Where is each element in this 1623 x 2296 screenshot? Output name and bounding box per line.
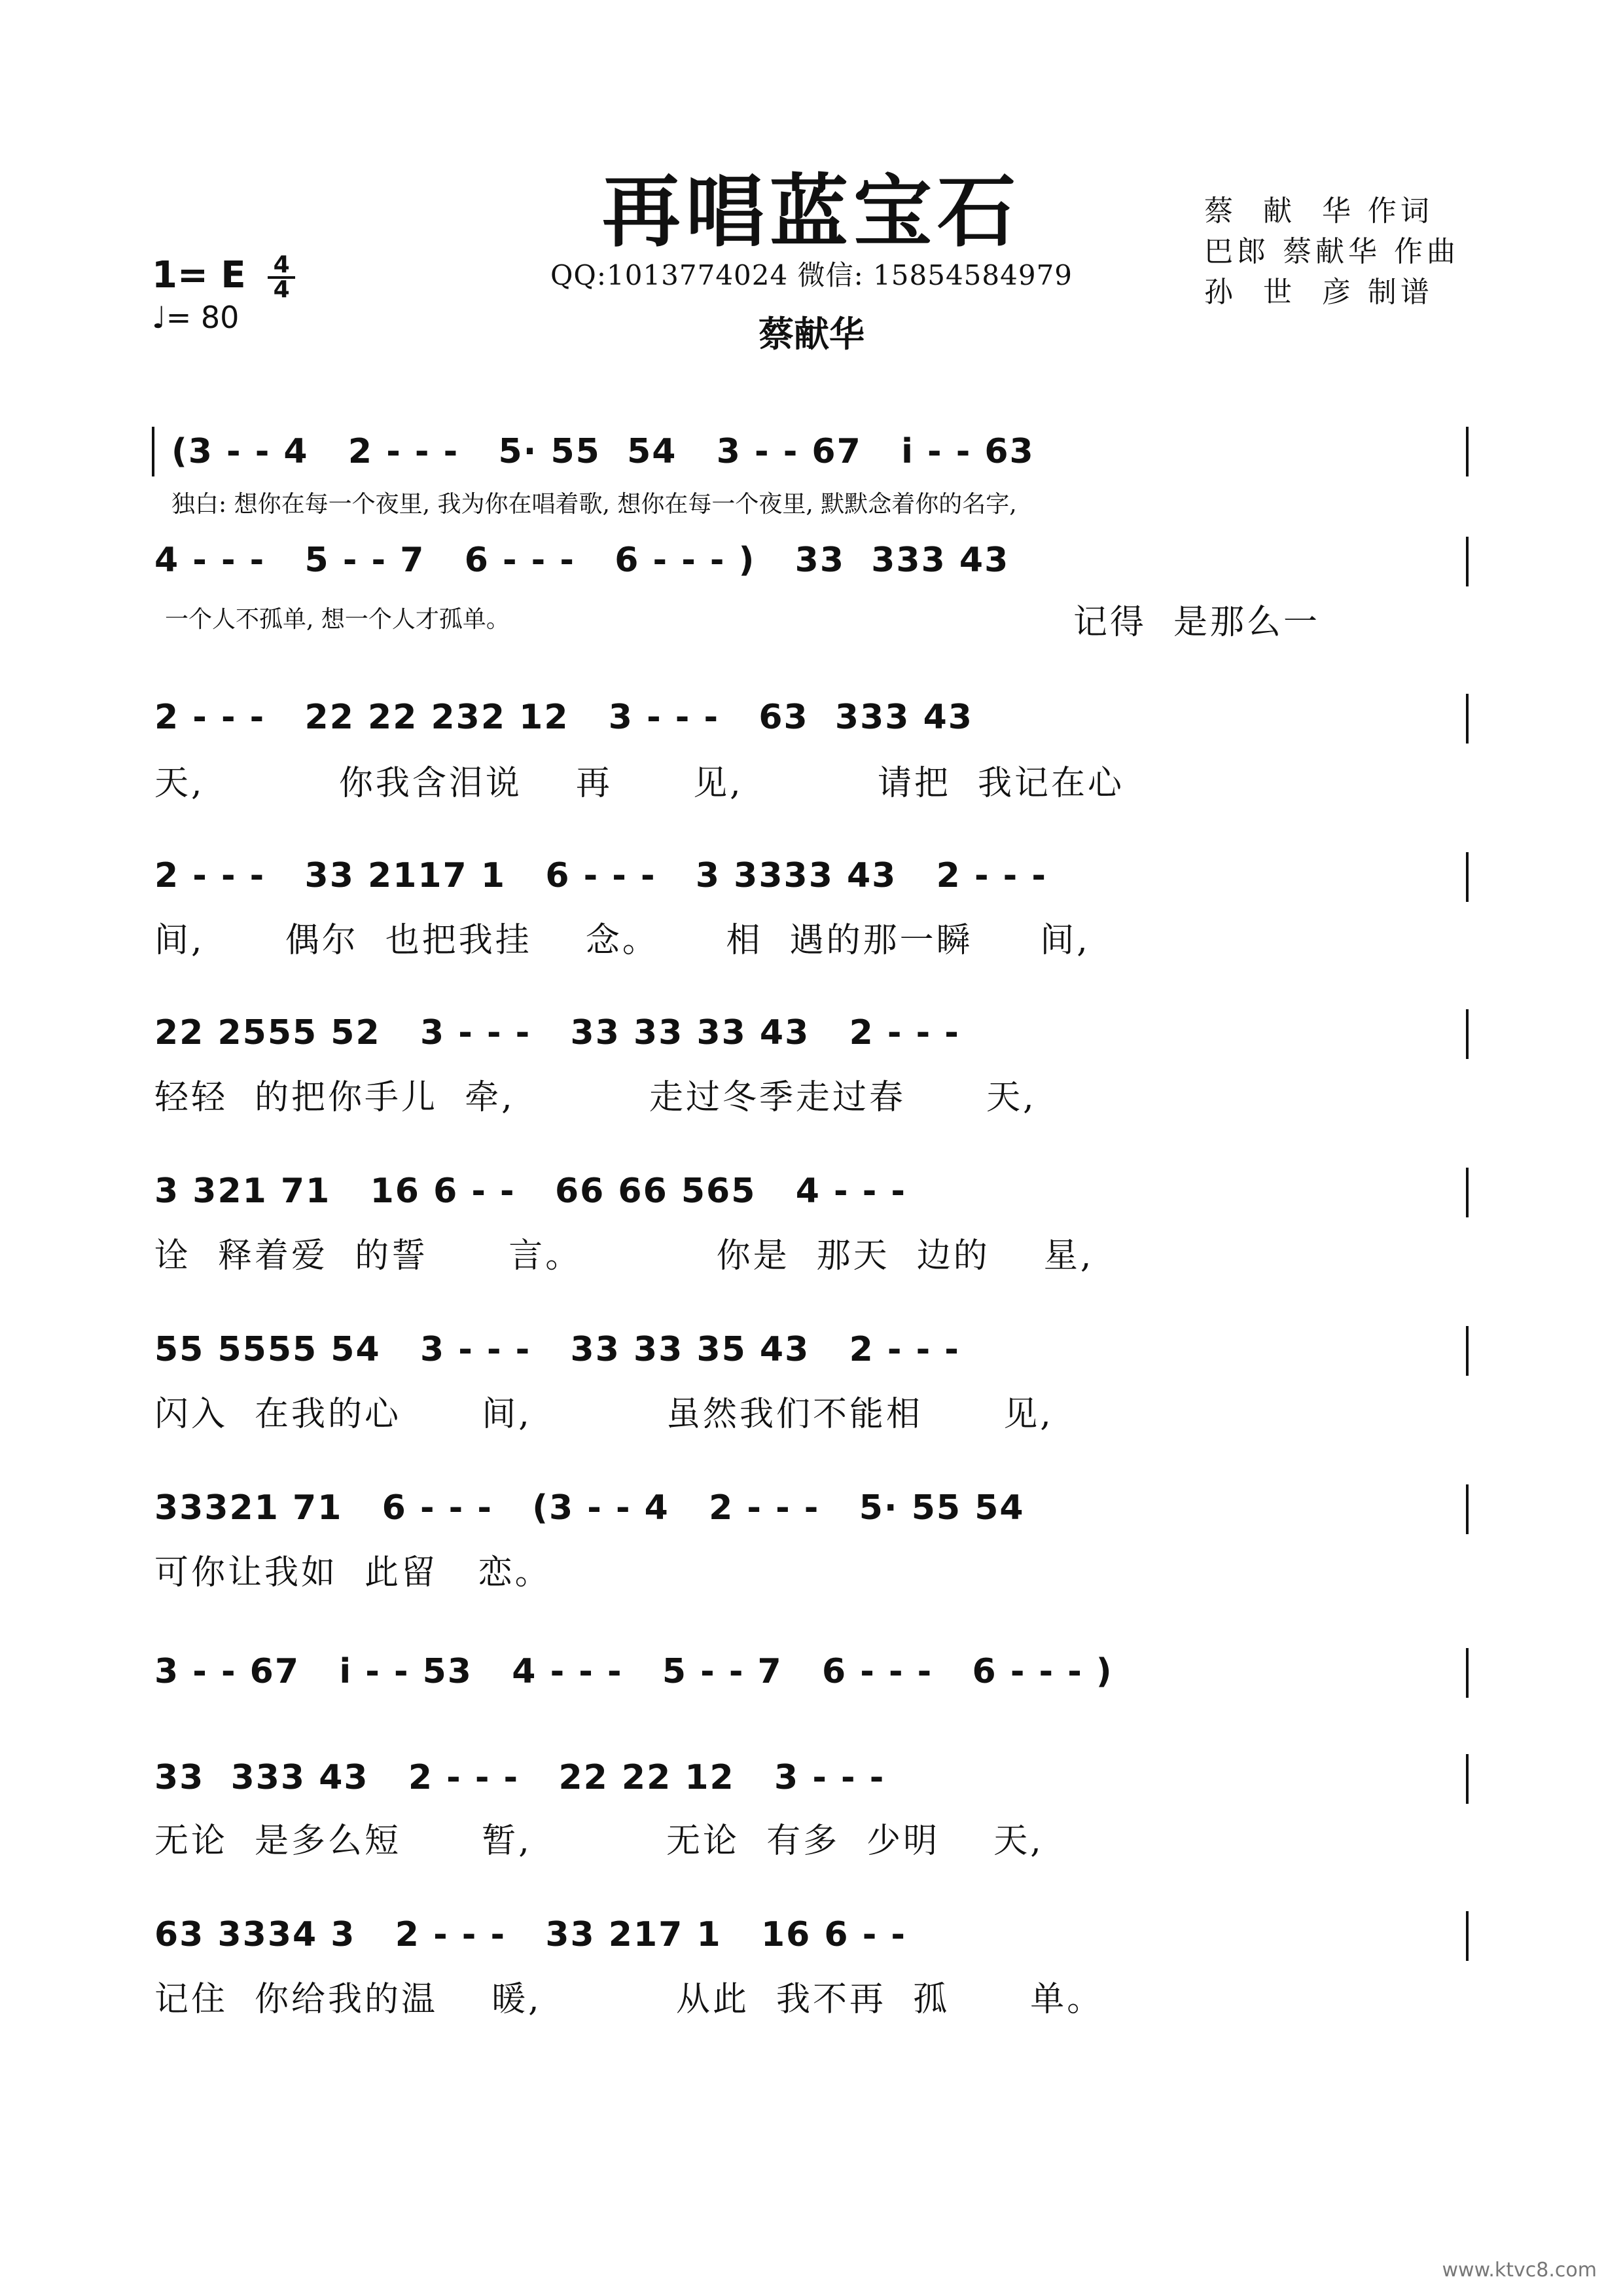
- notation-line: 3 321 71 16 6 - - 66 66 565 4 - - -: [154, 1172, 906, 1211]
- lyric-line: 诠 释着爱 的誓 言。 你是 那天 边的 星,: [154, 1236, 1094, 1276]
- lyric-line: 记得 是那么一: [1073, 603, 1321, 642]
- barline: [152, 427, 154, 476]
- barline: [1466, 537, 1469, 586]
- lyric-line: 无论 是多么短 暂, 无论 有多 少明 天,: [154, 1821, 1044, 1861]
- lyric-line: 闪入 在我的心 间, 虽然我们不能相 见,: [154, 1395, 1054, 1434]
- watermark: www.ktvc8.com: [1442, 2259, 1597, 2282]
- dialogue-line: 一个人不孤单, 想一个人才孤单。: [165, 606, 510, 633]
- barline: [1466, 1168, 1469, 1217]
- dialogue-line: 独白: 想你在每一个夜里, 我为你在唱着歌, 想你在每一个夜里, 默默念着你的名字,: [171, 491, 1017, 518]
- credit-notation: 孙 世 彦 制谱: [1204, 276, 1433, 309]
- title: 再唱蓝宝石: [602, 166, 1021, 258]
- credit-composer: 巴郎 蔡献华 作曲: [1204, 235, 1459, 268]
- notation-line: 22 2555 52 3 - - - 33 33 33 43 2 - - -: [154, 1013, 960, 1052]
- notation-line: (3 - - 4 2 - - - 5· 55 54 3 - - 67 i - - 63: [171, 432, 1035, 471]
- singer-name: 蔡献华: [758, 313, 865, 355]
- lyric-line: 轻轻 的把你手儿 牵, 走过冬季走过春 天,: [154, 1078, 1037, 1117]
- contact-info: QQ:1013774024 微信: 15854584979: [550, 259, 1073, 291]
- barline: [1466, 1326, 1469, 1376]
- notation-line: 4 - - - 5 - - 7 6 - - - 6 - - - ) 33 333 43: [154, 541, 1010, 580]
- credit-lyricist: 蔡 献 华 作词: [1204, 194, 1433, 228]
- barline: [1466, 1648, 1469, 1698]
- barline: [1466, 1484, 1469, 1534]
- notation-line: 33321 71 6 - - - (3 - - 4 2 - - - 5· 55 54: [154, 1488, 1025, 1528]
- barline: [1466, 1754, 1469, 1804]
- lyric-line: 记住 你给我的温 暖, 从此 我不再 孤 单。: [154, 1980, 1104, 2019]
- barline: [1466, 1009, 1469, 1059]
- notation-line: 3 - - 67 i - - 53 4 - - - 5 - - 7 6 - - - 6 - - - ): [154, 1652, 1113, 1691]
- key-label: 1= E: [152, 254, 246, 297]
- barline: [1466, 427, 1469, 476]
- barline: [1466, 852, 1469, 902]
- time-top: 4: [273, 251, 290, 278]
- notation-line: 2 - - - 33 2117 1 6 - - - 3 3333 43 2 - - -: [154, 856, 1047, 895]
- notation-line: 33 333 43 2 - - - 22 22 12 3 - - -: [154, 1758, 885, 1797]
- notation-line: 55 5555 54 3 - - - 33 33 35 43 2 - - -: [154, 1330, 960, 1369]
- barline: [1466, 1911, 1469, 1961]
- barline: [1466, 694, 1469, 744]
- time-bottom: 4: [273, 276, 290, 303]
- tempo-marking: ♩= 80: [152, 300, 240, 335]
- lyric-line: 天, 你我含泪说 再 见, 请把 我记在心: [154, 764, 1124, 803]
- notation-line: 2 - - - 22 22 232 12 3 - - - 63 333 43: [154, 698, 973, 737]
- lyric-line: 间, 偶尔 也把我挂 念。 相 遇的那一瞬 间,: [154, 921, 1090, 960]
- lyric-line: 可你让我如 此留 恋。: [154, 1553, 552, 1592]
- notation-line: 63 3334 3 2 - - - 33 217 1 16 6 - -: [154, 1915, 906, 1954]
